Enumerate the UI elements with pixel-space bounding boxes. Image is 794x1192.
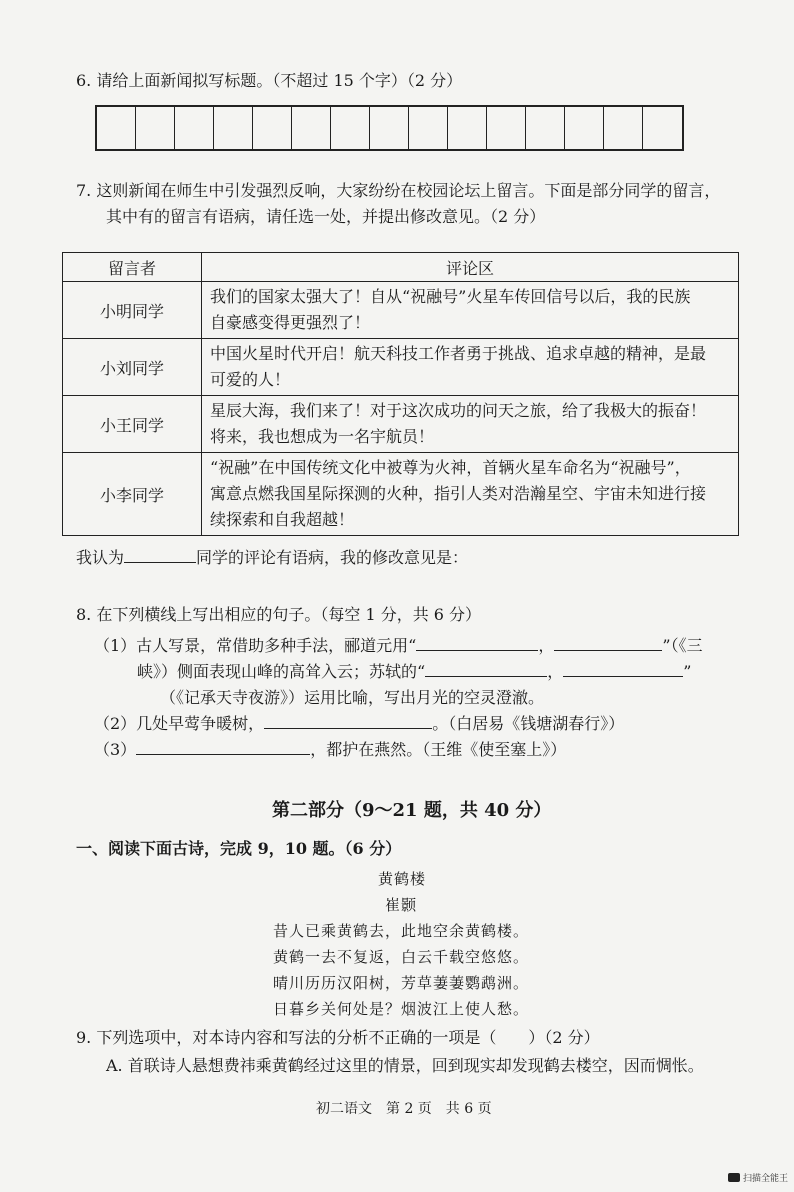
- q9-option-a: A. 首联诗人悬想费祎乘黄鹤经过这里的情景，回到现实却发现鹤去楼空，因而惆怅。: [106, 1056, 704, 1075]
- q8-item1-line2: [137, 659, 691, 682]
- answer-grid-cell[interactable]: [604, 107, 643, 149]
- text: ，: [538, 636, 555, 655]
- comment-text: [202, 282, 739, 339]
- q8-item3: [94, 737, 566, 760]
- comment-line: 我们的国家太强大了！自从“祝融号”火星车传回信号以后，我的民族: [210, 287, 691, 306]
- text: （1）古人写景，常借助多种手法，郦道元用“: [94, 636, 417, 655]
- commenter-name: 小王同学: [63, 396, 202, 453]
- part2-title: 第二部分（9～21 题，共 40 分）: [272, 800, 552, 821]
- q6-prompt: 6. 请给上面新闻拟写标题。（不超过 15 个字）（2 分）: [76, 71, 463, 90]
- text: ，: [547, 662, 564, 681]
- comment-line: 寓意点燃我国星际探测的火种，指引人类对浩瀚星空、宇宙未知进行接: [210, 484, 707, 503]
- poem-line: 黄鹤一去不复返，白云千载空悠悠。: [273, 948, 530, 966]
- q9-prompt: 9. 下列选项中，对本诗内容和写法的分析不正确的一项是（ ）（2 分）: [76, 1028, 600, 1047]
- text: 。（白居易《钱塘湖春行》）: [432, 714, 625, 733]
- header-comments: 评论区: [202, 253, 739, 282]
- table-row: [63, 282, 739, 339]
- q7-answer-line: [76, 545, 468, 568]
- blank-4[interactable]: [563, 660, 683, 677]
- comment-line: 自豪感变得更强烈了！: [210, 313, 371, 332]
- answer-grid-cell[interactable]: [214, 107, 253, 149]
- answer-grid-cell[interactable]: [487, 107, 526, 149]
- answer-grid-cell[interactable]: [448, 107, 487, 149]
- answer-grid-cell[interactable]: [643, 107, 682, 149]
- table-row: [63, 396, 739, 453]
- poem-author: 崔颢: [385, 896, 418, 914]
- text: （2）几处早莺争暖树，: [94, 714, 265, 733]
- poem-line: 昔人已乘黄鹤去，此地空余黄鹤楼。: [273, 922, 530, 940]
- answer-grid-cell[interactable]: [253, 107, 292, 149]
- comment-table: [62, 252, 739, 536]
- blank-6[interactable]: [136, 738, 310, 755]
- scanner-watermark: [728, 1171, 788, 1184]
- comment-text: [202, 396, 739, 453]
- q8-item1-line3: （《记承天寺夜游》）运用比喻，写出月光的空灵澄澈。: [160, 688, 545, 707]
- answer-grid-cell[interactable]: [175, 107, 214, 149]
- q7-prompt-line2: 其中有的留言有语病，请任选一处，并提出修改意见。（2 分）: [106, 207, 546, 226]
- title-answer-grid[interactable]: [95, 105, 684, 151]
- answer-grid-cell[interactable]: [526, 107, 565, 149]
- q8-item1-line1: [94, 633, 703, 656]
- poem-line: 晴川历历汉阳树，芳草萋萋鹦鹉洲。: [273, 974, 530, 992]
- q7-prompt-line1: 7. 这则新闻在师生中引发强烈反响，大家纷纷在校园论坛上留言。下面是部分同学的留言，: [76, 181, 721, 200]
- answer-grid-cell[interactable]: [409, 107, 448, 149]
- text: ”（《三: [662, 636, 703, 655]
- table-row: [63, 453, 739, 536]
- poem-title: 黄鹤楼: [378, 870, 427, 888]
- table-header-row: [63, 253, 739, 282]
- answer-prefix: 我认为: [76, 548, 125, 567]
- table-row: [63, 339, 739, 396]
- answer-grid-cell[interactable]: [136, 107, 175, 149]
- comment-line: 可爱的人！: [210, 370, 291, 389]
- answer-grid-cell[interactable]: [292, 107, 331, 149]
- blank-1[interactable]: [416, 634, 538, 651]
- answer-suffix: 同学的评论有语病，我的修改意见是：: [196, 548, 469, 567]
- answer-grid-cell[interactable]: [565, 107, 604, 149]
- comment-line: 将来，我也想成为一名宇航员！: [210, 427, 435, 446]
- comment-line: 星辰大海，我们来了！对于这次成功的问天之旅，给了我极大的振奋！: [210, 401, 707, 420]
- answer-grid-cell[interactable]: [331, 107, 370, 149]
- blank-3[interactable]: [425, 660, 547, 677]
- answer-grid-cell[interactable]: [370, 107, 409, 149]
- text: ，都护在燕然。（王维《使至塞上》）: [310, 740, 567, 759]
- page-footer: 初二语文 第 2 页 共 6 页: [316, 1101, 492, 1117]
- q8-prompt: 8. 在下列横线上写出相应的句子。（每空 1 分，共 6 分）: [76, 605, 482, 624]
- section1-title: 一、阅读下面古诗，完成 9，10 题。（6 分）: [76, 839, 402, 858]
- q8-item2: [94, 711, 624, 734]
- text: （3）: [94, 740, 137, 759]
- comment-line: 续探索和自我超越！: [210, 510, 355, 529]
- poem-line: 日暮乡关何处是？烟波江上使人愁。: [273, 1000, 530, 1018]
- answer-grid-cell[interactable]: [97, 107, 136, 149]
- blank-2[interactable]: [554, 634, 662, 651]
- commenter-name: 小刘同学: [63, 339, 202, 396]
- comment-line: “祝融”在中国传统文化中被尊为火神，首辆火星车命名为“祝融号”，: [210, 458, 691, 477]
- scanner-label: 扫描全能王: [742, 1174, 788, 1184]
- commenter-name: 小明同学: [63, 282, 202, 339]
- blank-5[interactable]: [264, 712, 432, 729]
- text: 峡》）侧面表现山峰的高耸入云；苏轼的“: [137, 662, 426, 681]
- comment-text: [202, 453, 739, 536]
- commenter-name: 小李同学: [63, 453, 202, 536]
- answer-blank-name[interactable]: [124, 546, 196, 563]
- scanner-logo-icon: [728, 1173, 740, 1182]
- comment-line: 中国火星时代开启！航天科技工作者勇于挑战、追求卓越的精神，是最: [210, 344, 707, 363]
- header-commenter: 留言者: [63, 253, 202, 282]
- text: ”: [683, 662, 692, 681]
- comment-text: [202, 339, 739, 396]
